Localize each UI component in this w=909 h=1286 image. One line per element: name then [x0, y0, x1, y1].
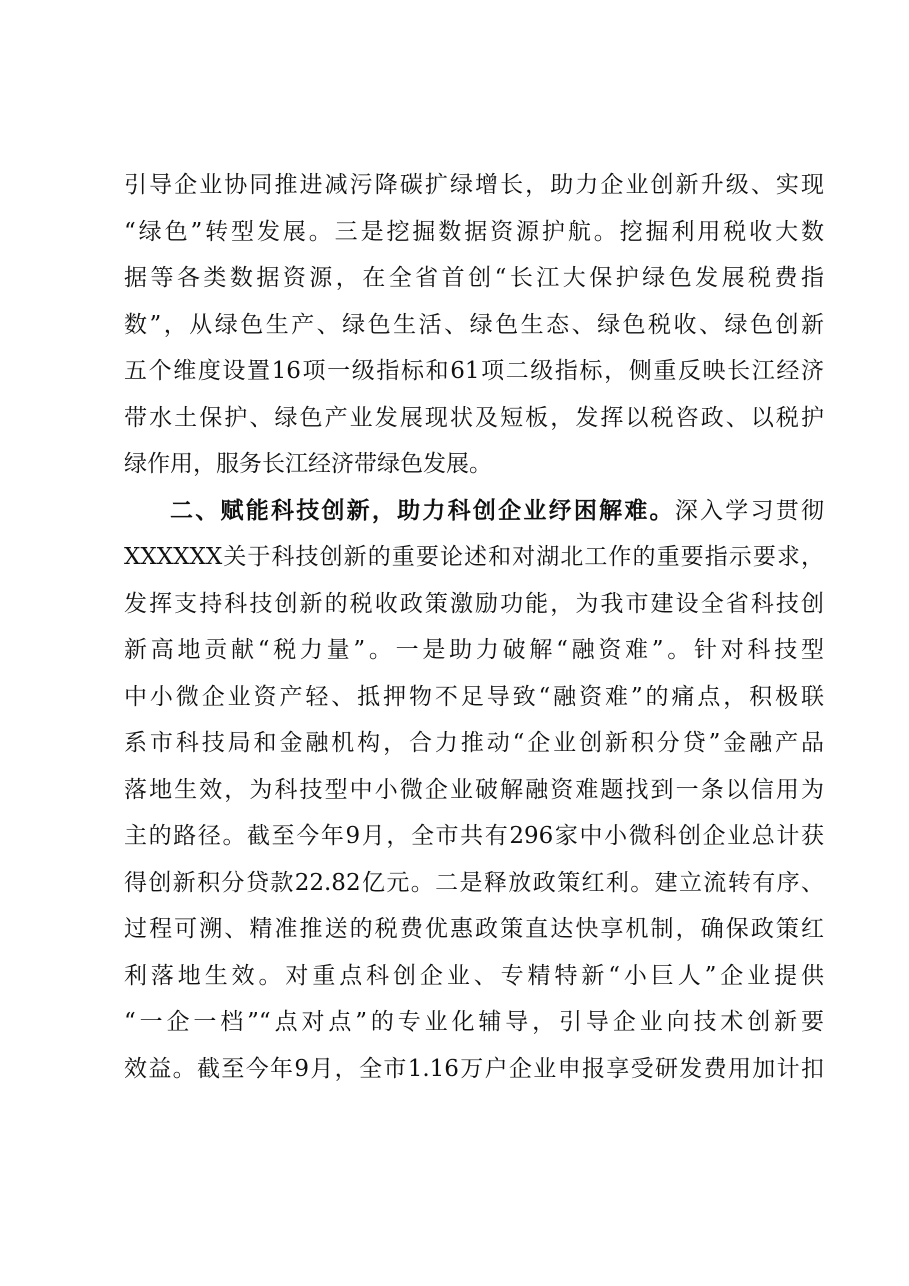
text-line: 利落地生效。对重点科创企业、专精特新“小巨人”企业提供 [124, 962, 824, 989]
text-line: 系市科技局和金融机构，合力推动“企业创新积分贷”金融产品 [124, 730, 824, 756]
text-line: 中小微企业资产轻、抵押物不足导致“融资难”的痛点，积极联 [124, 683, 824, 710]
text-line: “绿色”转型发展。三是挖掘数据资源护航。挖掘利用税收大数 [124, 218, 824, 245]
text-run: 深入学习贯彻 [674, 497, 825, 524]
text-line: 数”，从绿色生产、绿色生活、绿色生态、绿色税收、绿色创新 [124, 311, 824, 338]
section-heading-line [124, 488, 824, 535]
text-line: 五个维度设置16项一级指标和61项二级指标，侧重反映长江经济 [124, 358, 824, 384]
body-text [124, 162, 824, 1092]
section-heading: 二、赋能科技创新，助力科创企业纾困解难。 [170, 496, 675, 524]
text-line: 主的路径。截至今年9月，全市共有296家中小微科创企业总计获 [124, 823, 824, 849]
text-line: 落地生效，为科技型中小微企业破解融资难题找到一条以信用为 [124, 776, 824, 803]
text-line: 据等各类数据资源，在全省首创“长江大保护绿色发展税费指 [124, 265, 824, 291]
text-line: 效益。截至今年9月，全市1.16万户企业申报享受研发费用加计扣 [124, 1055, 824, 1082]
text-line: 过程可溯、精准推送的税费优惠政策直达快享机制，确保政策红 [124, 916, 824, 942]
text-line: 新高地贡献“税力量”。一是助力破解“融资难”。针对科技型 [124, 637, 824, 663]
text-line: “一企一档”“点对点”的专业化辅导，引导企业向技术创新要 [124, 1009, 824, 1035]
text-line: XXXXXX关于科技创新的重要论述和对湖北工作的重要指示要求， [124, 544, 824, 570]
text-line: 引导企业协同推进减污降碳扩绿增长，助力企业创新升级、实现 [124, 172, 824, 198]
text-line: 带水土保护、绿色产业发展现状及短板，发挥以税咨政、以税护 [124, 404, 824, 431]
text-line: 发挥支持科技创新的税收政策激励功能，为我市建设全省科技创 [124, 590, 824, 617]
text-line: 绿作用，服务长江经济带绿色发展。 [124, 451, 492, 477]
text-line: 得创新积分贷款22.82亿元。二是释放政策红利。建立流转有序、 [124, 869, 824, 896]
